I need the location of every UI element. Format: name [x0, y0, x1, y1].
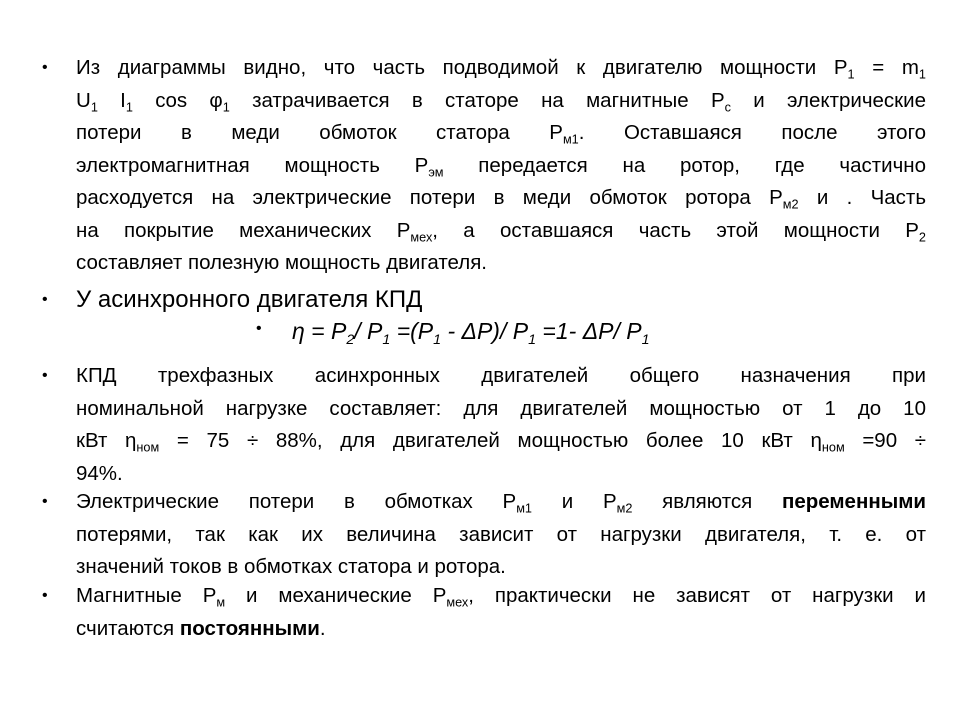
text-line: расходуется на электрические потери в меди обмоток ротора $P_{м2}$ и . Часть	[76, 186, 926, 212]
paragraph-efficiency-heading	[42, 284, 926, 317]
text-line: потери в меди обмоток статора $P_{м1}$. Оставшаяся после этого	[76, 121, 927, 147]
heading-text: У асинхронного двигателя КПД	[76, 286, 423, 313]
bullet-icon: •	[256, 320, 262, 337]
efficiency-formula: • $\eta = P_2/$ $P_1 =(P_1 - \Delta P)/$ $P_1 =1-$ ΔP/ $P_1$	[256, 318, 650, 348]
paragraph-efficiency-values	[42, 360, 926, 490]
text-line: Из диаграммы видно, что часть подводимой к двигателю мощности $P_1 = m_1$	[76, 56, 926, 82]
text-line: значений токов в обмотках статора и ротора.	[76, 555, 506, 578]
bullet-icon: •	[42, 493, 48, 510]
text-line: кВт $\eta_{ном} = 75 \div 88\%$, для двигателей мощностью более 10 кВт $\eta_{ном} =90$ ÷	[76, 429, 926, 455]
paragraph-variable-losses	[42, 486, 926, 584]
text-line: электромагнитная мощность $P_{эм}$ передается на ротор, где частично	[76, 153, 926, 179]
text-line: считаются постоянными.	[76, 616, 326, 640]
bullet-icon: •	[42, 59, 48, 76]
text-line: Электрические потери в обмотках $P_{м1}$ и $P_{м2}$ являются переменными	[76, 490, 926, 516]
bullet-icon: •	[42, 291, 48, 308]
bullet-icon: •	[42, 367, 48, 384]
text-line: Магнитные $P_м$ и механические $P_{мех}$, практически не зависят от нагрузки и	[76, 584, 926, 610]
text-line: 94%.	[76, 461, 123, 485]
text-line: потерями, так как их величина зависит от нагрузки двигателя, т. е. от	[76, 522, 926, 546]
text-line: на покрытие механических $P_{мех}$, а оставшаяся часть этой мощности $P_2$	[76, 218, 926, 244]
text-line: номинальной нагрузке составляет: для двигателей мощностью от 1 до 10	[76, 396, 926, 420]
bullet-icon: •	[42, 587, 48, 604]
text-line: $U_1$ $I_1$ $\cos \varphi_1$ затрачивается в статоре на магнитные $P_с$ и электрические	[76, 88, 926, 114]
text-line: составляет полезную мощность двигателя.	[76, 251, 488, 274]
paragraph-constant-losses	[42, 580, 926, 645]
text-line: КПД трехфазных асинхронных двигателей общего назначения при	[76, 364, 926, 387]
paragraph-power-flow	[42, 52, 927, 280]
